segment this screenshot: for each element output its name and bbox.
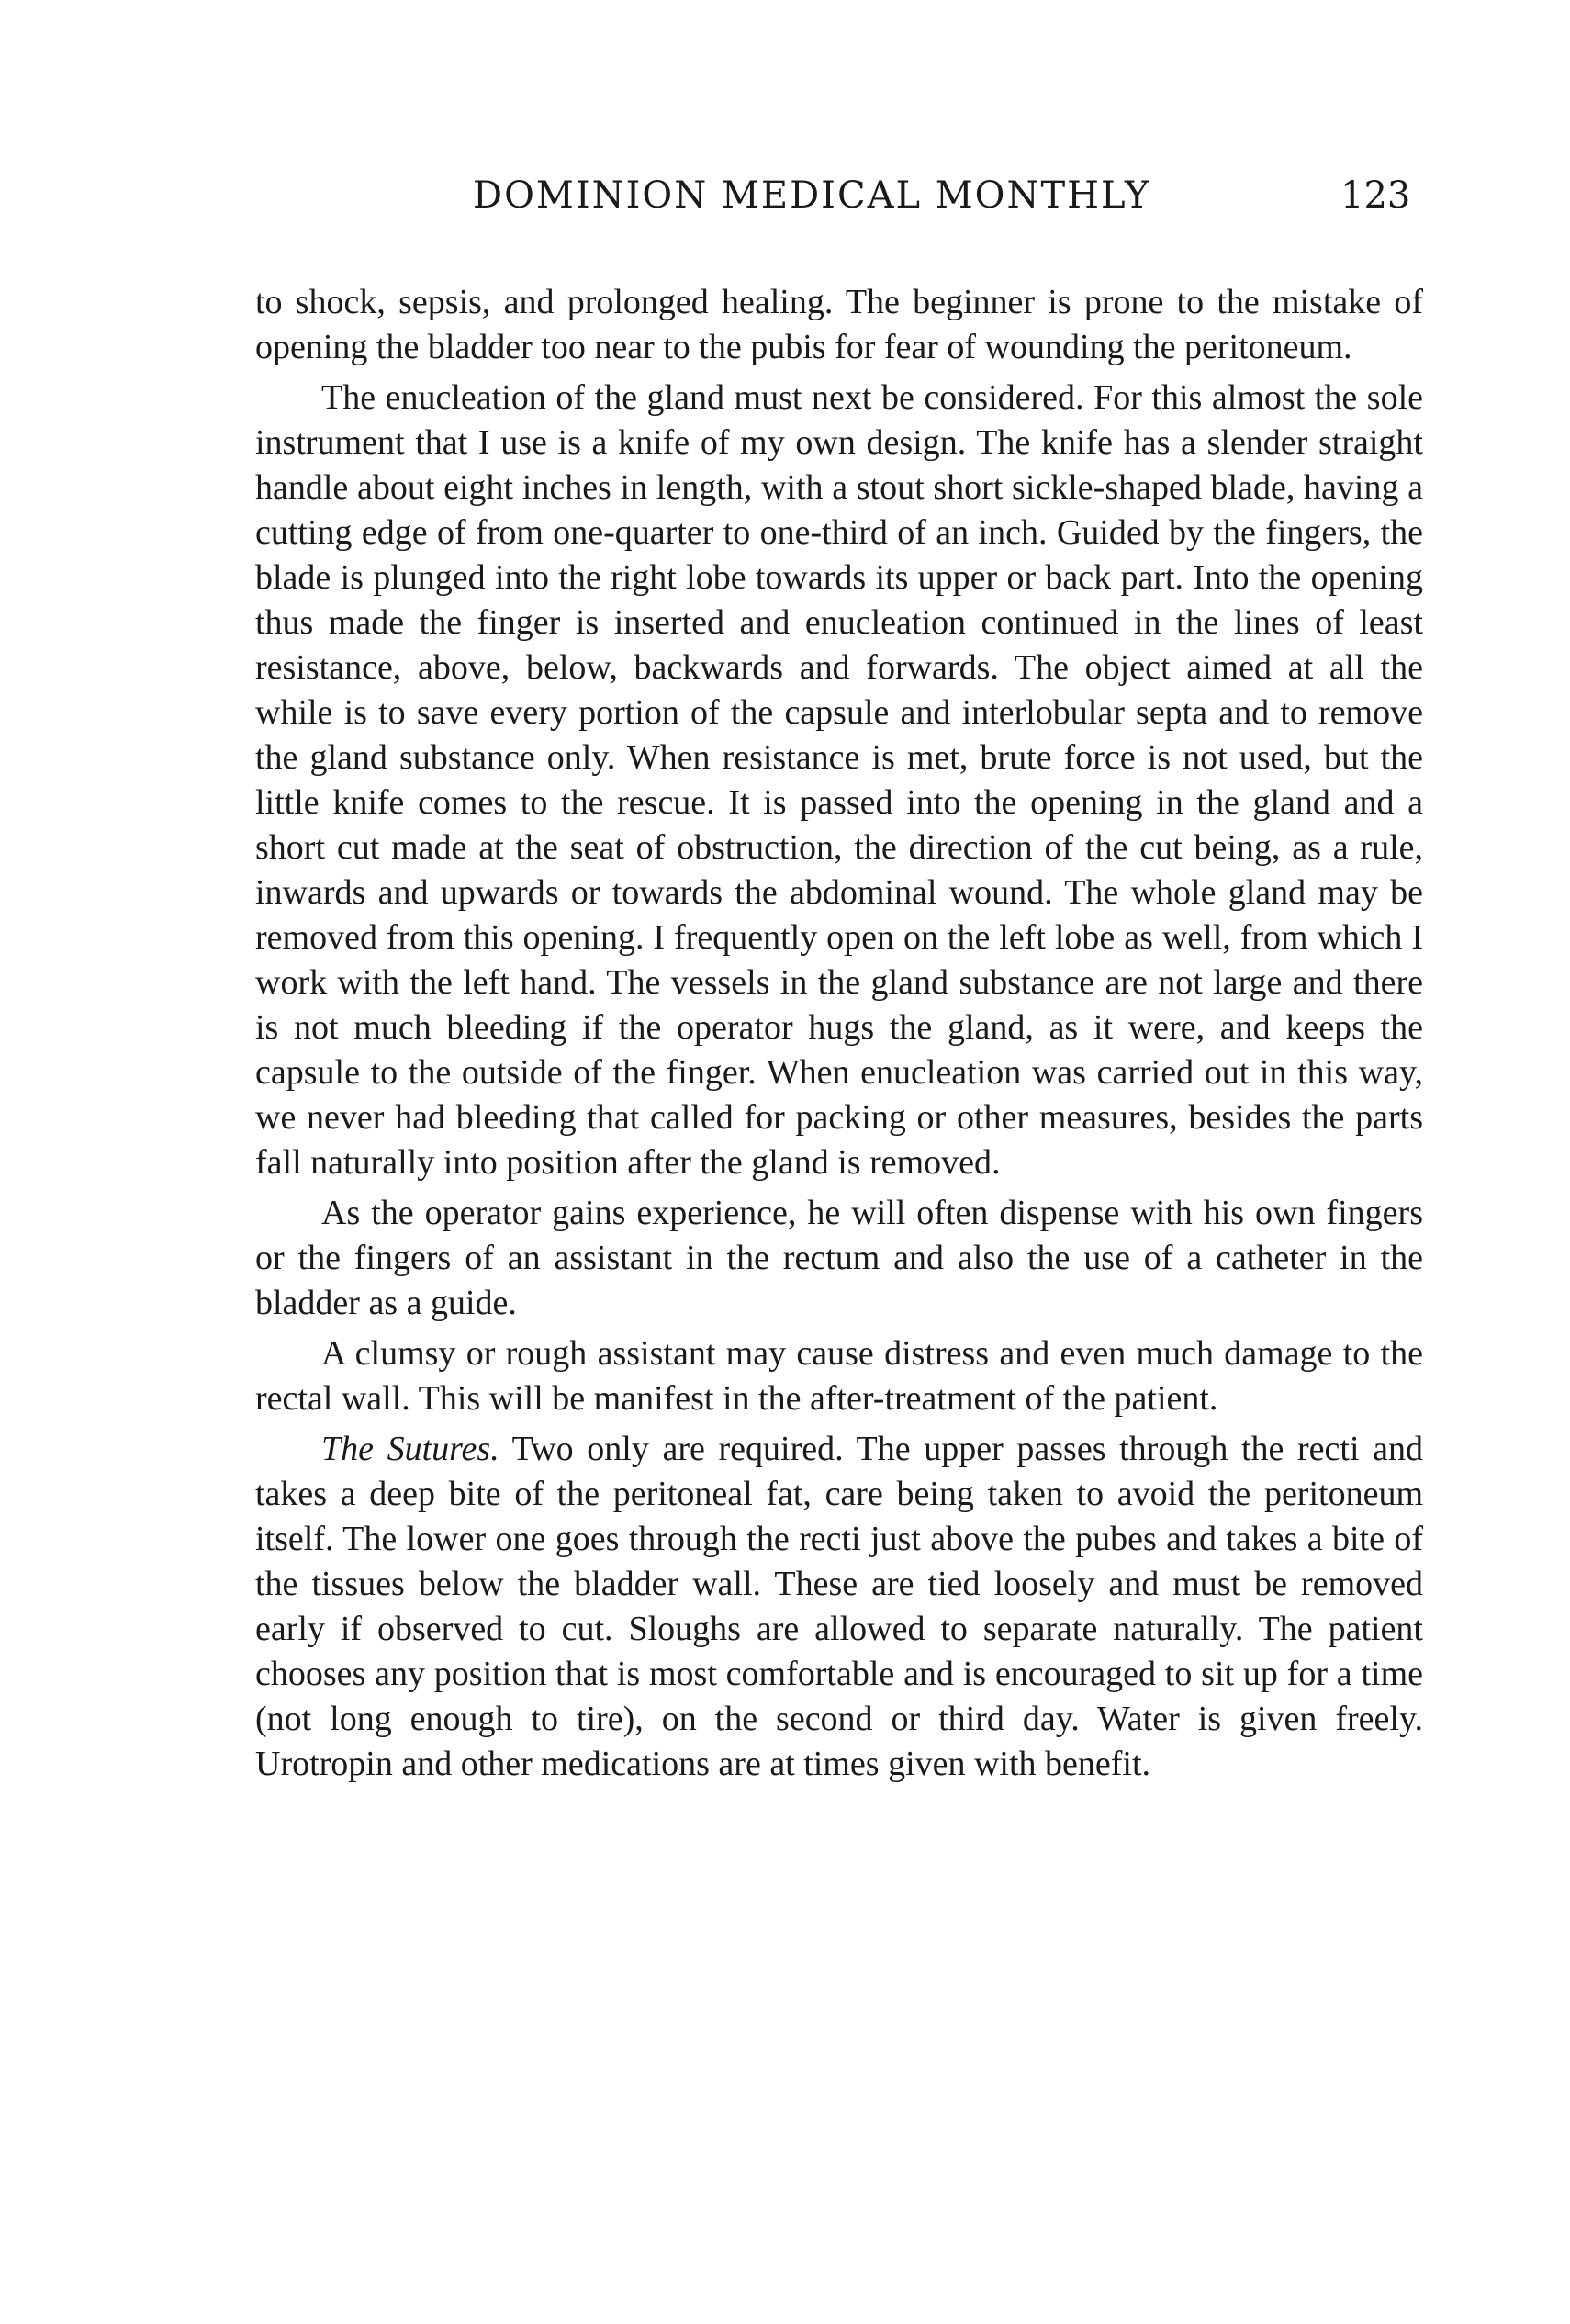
paragraph-text: As the operator gains experience, he will often dispense with his own fingers or the fingers of an assistant in the rectum and also the use of a catheter in the bladder as a guide. xyxy=(255,1194,1423,1322)
sutures-heading: The Sutures. xyxy=(321,1430,499,1468)
paragraph-assistant xyxy=(255,1331,1423,1421)
paragraph-text: The enucleation of the gland must next be considered. For this almost the sole instrument that I use is a knife of my own design. The knife has a slender straight handle about eight inches in length, with a stout short sickle-shaped blade, having a cutting edge of from one-quarter to one-third of an inch. Guided by the fingers, the blade is plunged into the right lobe towards its upper or back part. Into the opening thus made the finger is inserted and enucleation continued in the lines of least resistance, above, below, backwards and forwards. The object aimed at all the while is to save every portion of the capsule and interlobular septa and to remove the gland substance only. When resistance is met, brute force is not used, but the little knife comes to the rescue. It is passed into the opening in the gland and a short cut made at the seat of obstruction, the direction of the cut being, as a rule, inwards and upwards or towards the abdominal wound. The whole gland may be removed from this opening. I frequently open on the left lobe as well, from which I work with the left hand. The vessels in the gland substance are not large and there is not much bleeding if the operator hugs the gland, as it were, and keeps the capsule to the outside of the finger. When enucleation was carried out in this way, we never had bleeding that called for packing or other measures, besides the parts fall naturally into position after the gland is removed. xyxy=(255,378,1423,1182)
paragraph-sutures xyxy=(255,1427,1423,1787)
paragraph-text: Two only are required. The upper passes through the recti and takes a deep bite of the peritoneal fat, care being taken to avoid the peritoneum itself. The lower one goes through the recti just above the pubes and takes a bite of the tissues below the bladder wall. These are tied loosely and must be removed early if observed to cut. Sloughs are allowed to separate naturally. The patient chooses any position that is most comfortable and is encouraged to sit up for a time (not long enough to tire), on the second or third day. Water is given freely. Urotropin and other medications are at times given with benefit. xyxy=(255,1430,1423,1783)
paragraph-text: to shock, sepsis, and prolonged healing. The beginner is prone to the mistake of opening the bladder too near to the pubis for fear of wounding the peritoneum. xyxy=(255,283,1423,366)
running-head xyxy=(0,174,1570,230)
paragraph-text: A clumsy or rough assistant may cause distress and even much damage to the rectal wall. This will be manifest in the after-treatment of the patient. xyxy=(255,1334,1423,1418)
paragraph-enucleation xyxy=(255,376,1423,1185)
article-body xyxy=(255,280,1423,1792)
page-number: 123 xyxy=(1340,174,1411,217)
journal-title: DOMINION MEDICAL MONTHLY xyxy=(473,174,1151,217)
paragraph-continuation xyxy=(255,280,1423,370)
paragraph-operator-experience xyxy=(255,1191,1423,1326)
